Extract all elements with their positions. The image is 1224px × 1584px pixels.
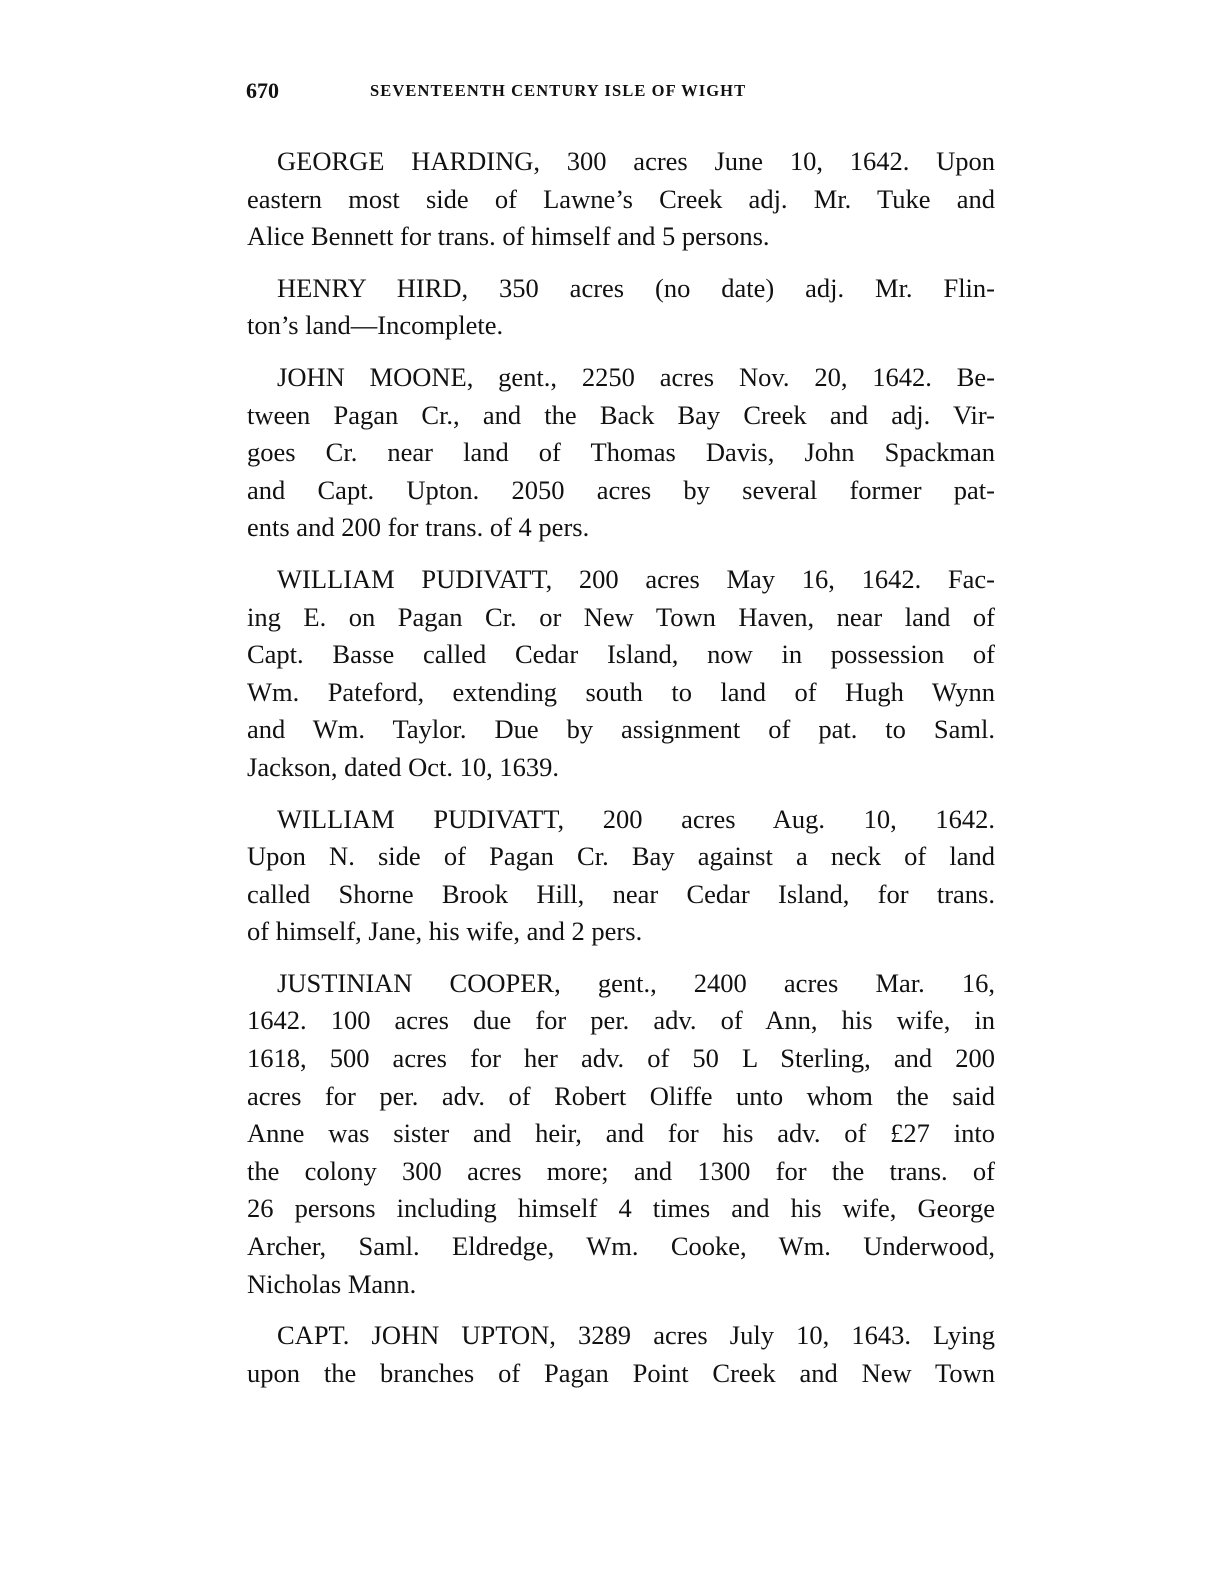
entry-william-pudivatt-aug — [247, 801, 995, 951]
text-line: and Wm. Taylor. Due by assignment of pat. to Saml. — [247, 714, 995, 745]
text-line: Jackson, dated Oct. 10, 1639. — [247, 751, 560, 782]
text-line: CAPT. JOHN UPTON, 3289 acres July 10, 1643. Lying — [277, 1320, 995, 1351]
entry-henry-hird — [247, 270, 995, 345]
text-line: and Capt. Upton. 2050 acres by several former pat- — [247, 474, 995, 505]
text-line: WILLIAM PUDIVATT, 200 acres May 16, 1642. Fac- — [277, 563, 995, 594]
text-line: acres for per. adv. of Robert Oliffe unto whom the said — [247, 1080, 995, 1111]
text-line: called Shorne Brook Hill, near Cedar Island, for trans. — [247, 878, 995, 909]
text-line: Capt. Basse called Cedar Island, now in possession of — [247, 639, 995, 670]
entry-capt-john-upton — [247, 1317, 995, 1392]
entry-john-moone — [247, 359, 995, 547]
text-line: WILLIAM PUDIVATT, 200 acres Aug. 10, 1642. — [277, 803, 995, 834]
text-line: JOHN MOONE, gent., 2250 acres Nov. 20, 1642. Be- — [277, 361, 995, 392]
page-number: 670 — [246, 78, 279, 103]
text-line: Wm. Pateford, extending south to land of Hugh Wynn — [247, 676, 995, 707]
text-line: of himself, Jane, his wife, and 2 pers. — [247, 916, 643, 947]
text-line: ents and 200 for trans. of 4 pers. — [247, 512, 590, 543]
text-line: tween Pagan Cr., and the Back Bay Creek and adj. Vir- — [247, 399, 995, 430]
text-line: upon the branches of Pagan Point Creek and New Town — [247, 1357, 995, 1388]
text-line: HENRY HIRD, 350 acres (no date) adj. Mr. Flin- — [277, 272, 995, 303]
page-body — [247, 143, 995, 1406]
running-head: SEVENTEENTH CENTURY ISLE OF WIGHT — [370, 81, 747, 100]
text-line: ton’s land—Incomplete. — [247, 310, 504, 341]
text-line: 26 persons including himself 4 times and his wife, George — [247, 1193, 995, 1224]
page-header — [246, 78, 996, 108]
text-line: Nicholas Mann. — [247, 1268, 417, 1299]
text-line: eastern most side of Lawne’s Creek adj. Mr. Tuke and — [247, 183, 995, 214]
text-line: goes Cr. near land of Thomas Davis, John Spackman — [247, 437, 995, 468]
text-line: GEORGE HARDING, 300 acres June 10, 1642. Upon — [277, 146, 995, 176]
text-line: the colony 300 acres more; and 1300 for the trans. of — [247, 1155, 995, 1186]
entry-justinian-cooper — [247, 965, 995, 1303]
text-line: Archer, Saml. Eldredge, Wm. Cooke, Wm. Underwood, — [247, 1231, 995, 1262]
text-line: 1618, 500 acres for her adv. of 50 L Sterling, and 200 — [247, 1043, 995, 1074]
text-line: Alice Bennett for trans. of himself and 5 persons. — [247, 221, 770, 252]
text-line: ing E. on Pagan Cr. or New Town Haven, near land of — [247, 601, 995, 632]
text-line: Anne was sister and heir, and for his adv. of £27 into — [247, 1118, 995, 1149]
entry-george-harding — [247, 143, 995, 256]
text-line: JUSTINIAN COOPER, gent., 2400 acres Mar. 16, — [277, 967, 995, 998]
text-line: 1642. 100 acres due for per. adv. of Ann, his wife, in — [247, 1005, 995, 1036]
entry-william-pudivatt-may — [247, 561, 995, 787]
text-line: Upon N. side of Pagan Cr. Bay against a neck of land — [247, 841, 995, 872]
